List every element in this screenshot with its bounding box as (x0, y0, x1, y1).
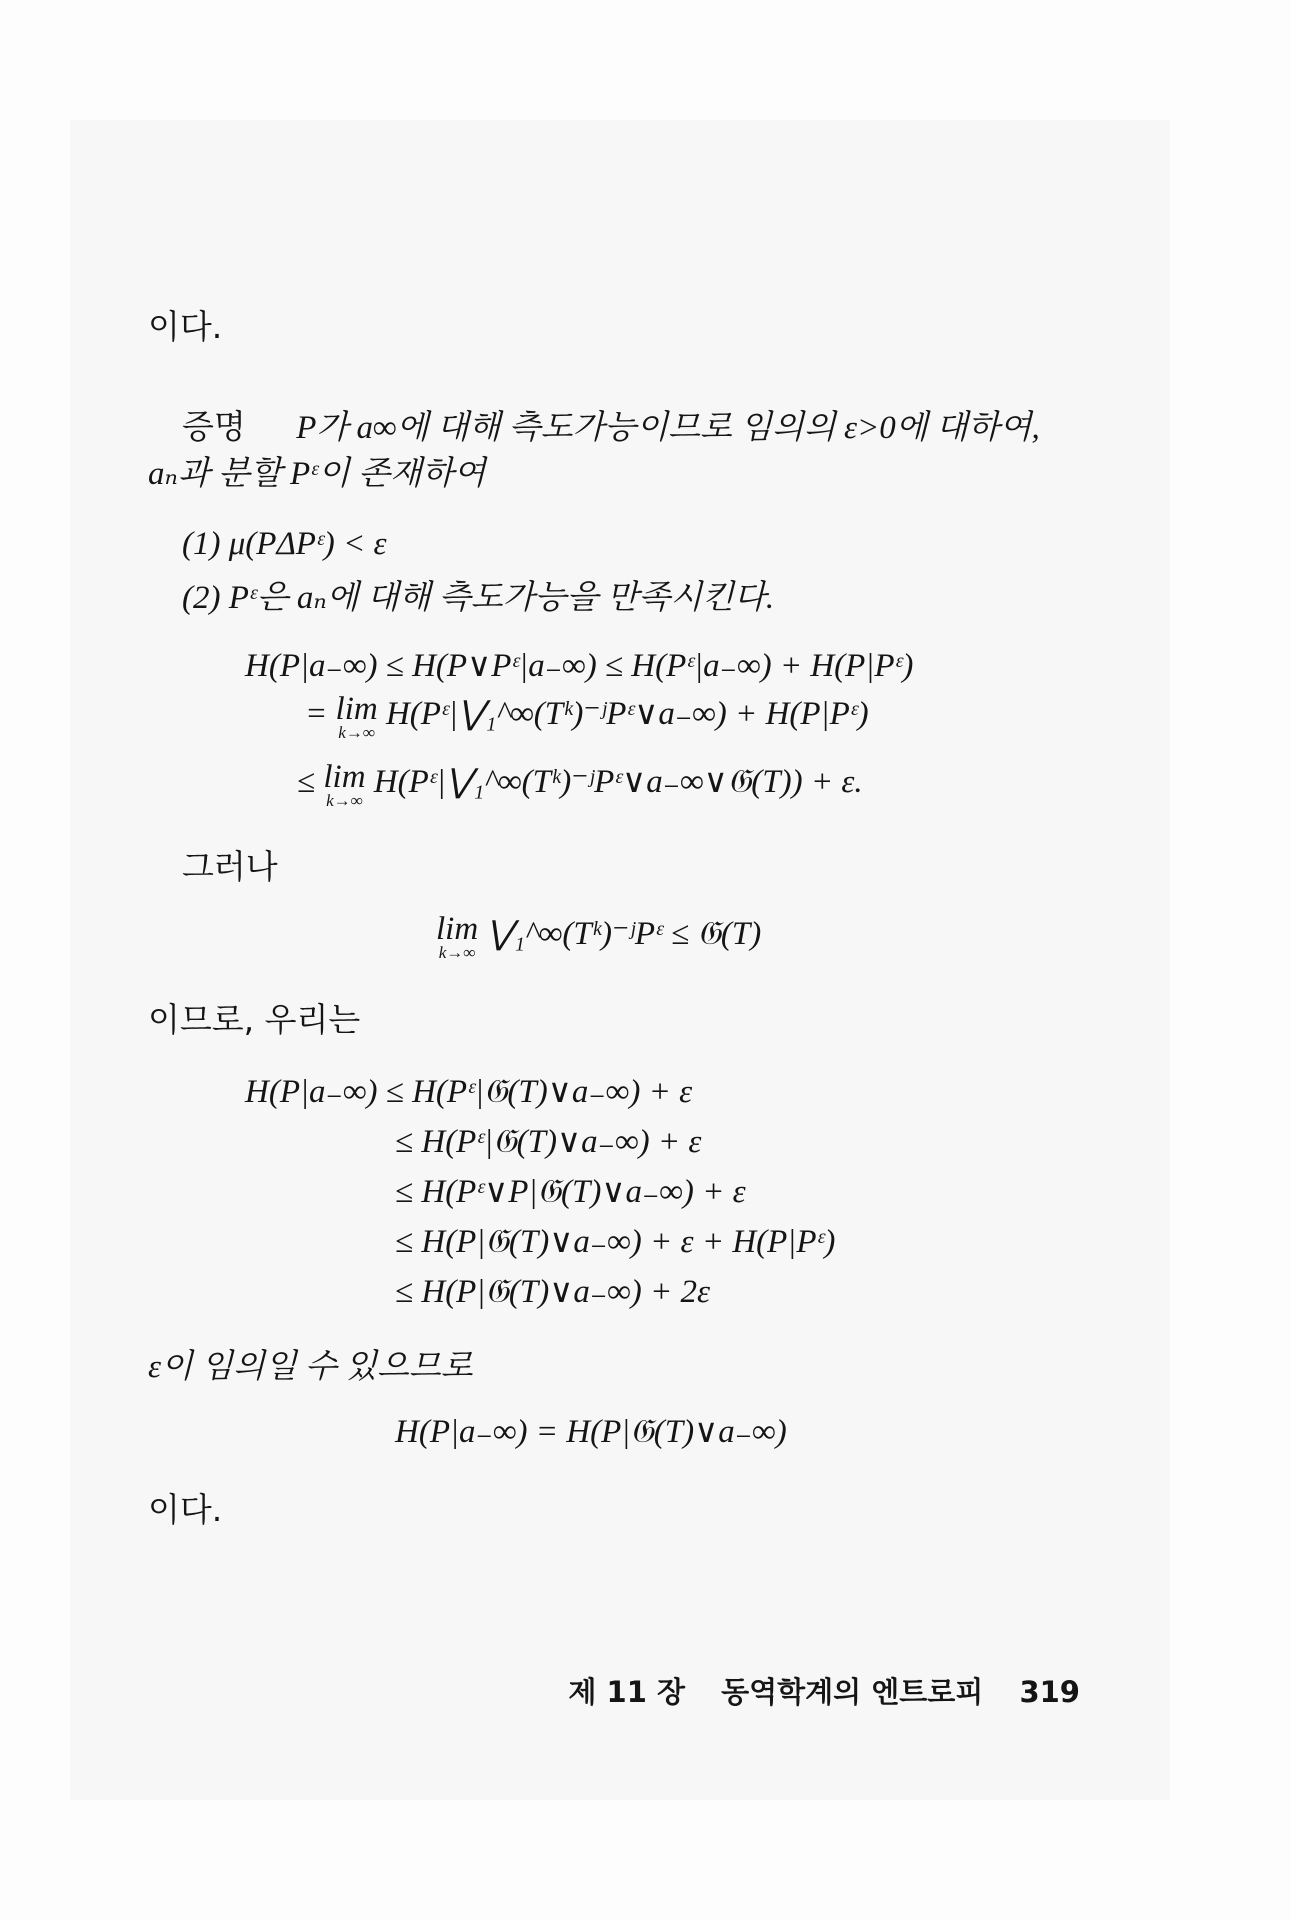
equation-3-line-5: ≤ H(P|𝔊(T)∨a₋∞) + 2ε (395, 1274, 711, 1310)
equation-4: H(P|a₋∞) = H(P|𝔊(T)∨a₋∞) (395, 1414, 787, 1450)
equation-1-line-1: H(P|a₋∞) ≤ H(P∨Pᵋ|a₋∞) ≤ H(Pᵋ|a₋∞) + H(P|Pᵋ) (245, 648, 914, 684)
limit-operator (436, 912, 478, 960)
lim-subscript: k→∞ (326, 791, 363, 810)
eq2-body: ⋁₁^∞(Tᵏ)⁻ʲPᵋ ≤ 𝔊(T) (486, 916, 762, 952)
lim-subscript: k→∞ (338, 723, 375, 742)
page-footer (0, 1670, 1080, 1711)
proof-line-1 (182, 405, 1040, 450)
equation-3-line-4: ≤ H(P|𝔊(T)∨a₋∞) + ε + H(P|Pᵋ) (395, 1224, 836, 1260)
lim-word: lim (335, 691, 378, 727)
condition-2: (2) Pᵋ은 aₙ에 대해 측도가능을 만족시킨다. (182, 580, 775, 616)
intro-line: 이다. (148, 307, 223, 346)
lim-subscript: k→∞ (438, 943, 476, 962)
limit-operator (323, 760, 365, 808)
proof-line-2: aₙ과 분할 Pᵋ이 존재하여 (148, 456, 486, 492)
page-shade (70, 120, 1170, 1800)
equation-1-line-2 (305, 692, 869, 740)
since-line: ε이 임의일 수 있으므로 (148, 1349, 473, 1385)
lim-word: lim (323, 759, 366, 795)
however-line: 그러나 (182, 847, 278, 886)
limit-operator (336, 692, 378, 740)
eq1-line3-prefix: ≤ (297, 764, 316, 800)
condition-1: (1) μ(PΔPᵋ) < ε (182, 526, 387, 562)
chapter-label: 제 11 장 (568, 1675, 685, 1709)
lim-word: lim (436, 911, 479, 947)
eq1-line2-body: H(Pᵋ|⋁₁^∞(Tᵏ)⁻ʲPᵋ∨a₋∞) + H(P|Pᵋ) (385, 696, 869, 732)
eq1-line3-body: H(Pᵋ|⋁₁^∞(Tᵏ)⁻ʲPᵋ∨a₋∞∨𝔊(T)) + ε. (373, 764, 863, 800)
chapter-title: 동역학계의 엔트로피 (721, 1675, 984, 1709)
therefore-line: 이므로, 우리는 (148, 1000, 361, 1039)
equation-3-line-1: H(P|a₋∞) ≤ H(Pᵋ|𝔊(T)∨a₋∞) + ε (245, 1074, 693, 1110)
proof-label: 증명 (182, 407, 246, 446)
end-line: 이다. (148, 1490, 223, 1529)
equation-1-line-3 (297, 760, 863, 808)
eq1-line2-prefix: = (305, 696, 328, 732)
proof-statement-1: P가 a∞에 대해 측도가능이므로 임의의 ε>0에 대하여, (296, 410, 1040, 446)
equation-3-line-3: ≤ H(Pᵋ∨P|𝔊(T)∨a₋∞) + ε (395, 1174, 746, 1210)
equation-3-line-2: ≤ H(Pᵋ|𝔊(T)∨a₋∞) + ε (395, 1124, 702, 1160)
page-number: 319 (1019, 1675, 1080, 1709)
equation-2 (436, 912, 761, 960)
